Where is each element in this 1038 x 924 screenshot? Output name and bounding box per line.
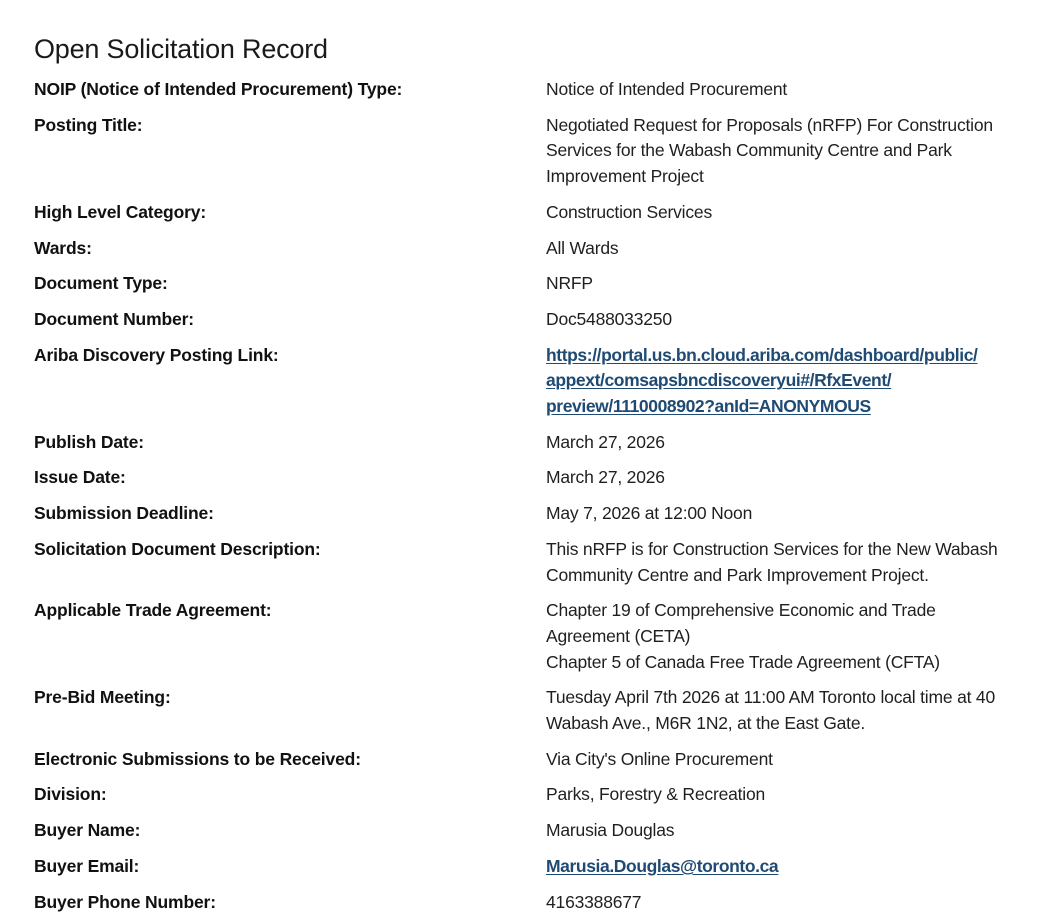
trade-agreement-line: Agreement (CETA): [546, 625, 691, 646]
ariba-link-line[interactable]: appext/comsapsbncdiscoveryui#/RfxEvent/: [546, 370, 892, 391]
trade-agreement-label: Applicable Trade Agreement:: [34, 600, 272, 621]
pre-bid-meeting-line: Wabash Ave., M6R 1N2, at the East Gate.: [546, 713, 866, 734]
buyer-email-label: Buyer Email:: [34, 855, 140, 876]
pre-bid-meeting-value: [546, 685, 1032, 736]
electronic-submissions-label: Electronic Submissions to be Received:: [34, 748, 361, 769]
description-line: Community Centre and Park Improvement Project.: [546, 564, 929, 585]
pre-bid-meeting-line: Tuesday April 7th 2026 at 11:00 AM Toronto local time at 40: [546, 687, 995, 708]
wards-label: Wards:: [34, 237, 92, 258]
division-value: Parks, Forestry & Recreation: [546, 784, 766, 805]
description-line: This nRFP is for Construction Services for the New Wabash: [546, 538, 998, 559]
posting-title-label: Posting Title:: [34, 114, 143, 135]
description-label: Solicitation Document Description:: [34, 538, 321, 559]
trade-agreement-value: [546, 598, 1032, 675]
buyer-email-link[interactable]: Marusia.Douglas@toronto.ca: [546, 855, 779, 876]
ariba-link-label: Ariba Discovery Posting Link:: [34, 344, 279, 365]
publish-date-value: March 27, 2026: [546, 431, 665, 452]
ariba-discovery-link[interactable]: [546, 343, 1032, 420]
noip-type-value: Notice of Intended Procurement: [546, 79, 788, 99]
high-level-category-label: High Level Category:: [34, 201, 207, 222]
buyer-phone-value: 4163388677: [546, 891, 642, 912]
wards-value: All Wards: [546, 237, 619, 258]
document-number-value: Doc5488033250: [546, 308, 672, 329]
division-label: Division:: [34, 784, 107, 805]
submission-deadline-label: Submission Deadline:: [34, 503, 214, 524]
posting-title-value: [546, 113, 1032, 190]
ariba-link-line[interactable]: https://portal.us.bn.cloud.ariba.com/dashboard/public/: [546, 344, 978, 365]
posting-title-line: Improvement Project: [546, 166, 704, 187]
posting-title-line: Negotiated Request for Proposals (nRFP) For Construction: [546, 114, 993, 135]
issue-date-value: March 27, 2026: [546, 467, 665, 488]
buyer-name-value: Marusia Douglas: [546, 820, 675, 841]
publish-date-label: Publish Date:: [34, 431, 144, 452]
issue-date-label: Issue Date:: [34, 467, 126, 488]
pre-bid-meeting-label: Pre-Bid Meeting:: [34, 687, 171, 708]
buyer-name-label: Buyer Name:: [34, 820, 141, 841]
posting-title-line: Services for the Wabash Community Centre and Park: [546, 140, 952, 161]
buyer-email-value: [546, 854, 1032, 880]
ariba-link-value: [546, 343, 1032, 420]
submission-deadline-value: May 7, 2026 at 12:00 Noon: [546, 503, 753, 524]
high-level-category-value: Construction Services: [546, 201, 713, 222]
electronic-submissions-value: Via City's Online Procurement: [546, 748, 773, 769]
document-type-value: NRFP: [546, 273, 593, 294]
document-number-label: Document Number:: [34, 308, 194, 329]
trade-agreement-line: Chapter 5 of Canada Free Trade Agreement (CFTA): [546, 651, 940, 672]
trade-agreement-line: Chapter 19 of Comprehensive Economic and Trade: [546, 600, 936, 621]
ariba-link-line[interactable]: preview/1110008902?anId=ANONYMOUS: [546, 396, 871, 417]
document-type-label: Document Type:: [34, 273, 168, 294]
buyer-phone-label: Buyer Phone Number:: [34, 891, 216, 912]
noip-type-label: NOIP (Notice of Intended Procurement) Type:: [34, 79, 403, 99]
solicitation-record: [34, 77, 1038, 915]
page-title: Open Solicitation Record: [34, 34, 328, 64]
description-value: [546, 537, 1032, 588]
